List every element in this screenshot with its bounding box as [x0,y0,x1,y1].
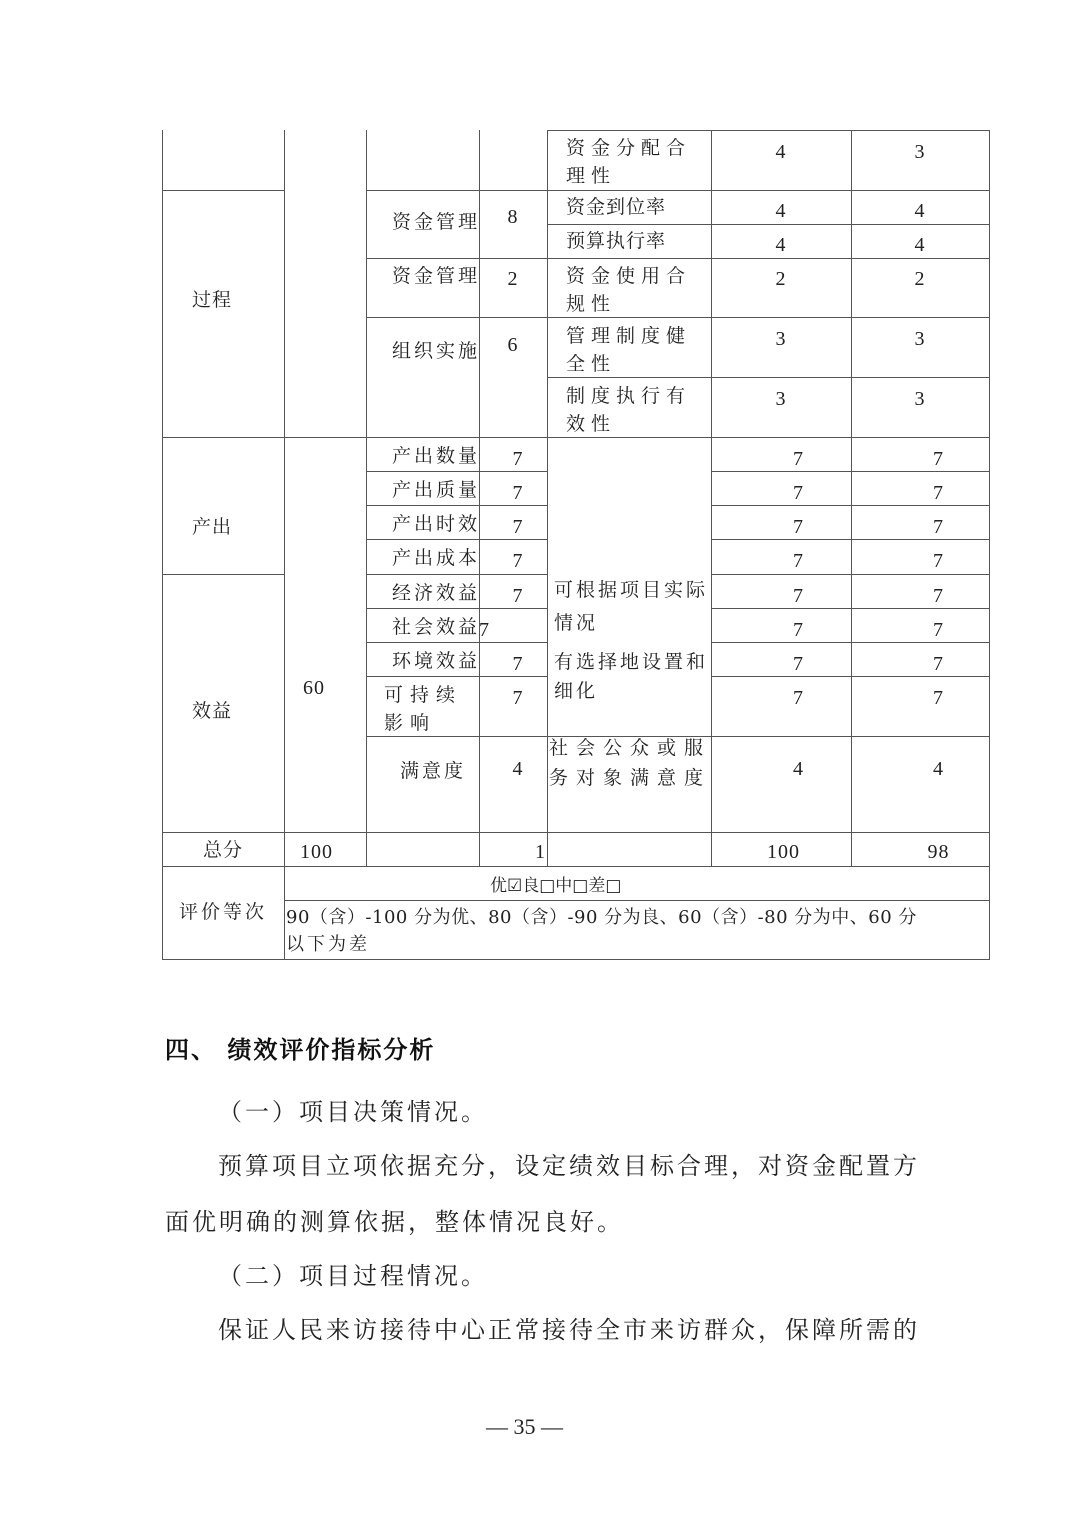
total-points-2: 1 [535,841,546,863]
subheading-process: （二）项目过程情况。 [218,1262,488,1290]
category-output: 产出 [192,516,233,538]
page-number: — 35 — [486,1414,563,1439]
weight-cell: 3 [775,328,787,350]
group-points: 60 [303,677,325,699]
indicator3-cell: 管理制度健全性 [566,325,692,375]
weight-cell: 7 [793,687,804,709]
score-cell: 2 [914,268,926,290]
indicator3-cell: 资金使用合规性 [566,265,692,315]
weight-cell: 7 [793,653,804,675]
row-divider [162,866,990,867]
merged-note-line: 细化 [554,680,599,702]
weight-cell: 2 [775,268,787,290]
weight-cell: 4 [775,234,787,256]
row-divider [366,190,990,191]
indicator3-cell: 预算执行率 [566,230,667,252]
weight-cell: 7 [793,585,804,607]
sub-indicator-points: 7 [512,482,524,504]
weight-cell: 7 [793,448,804,470]
weight-cell: 4 [775,141,787,163]
col-divider [284,130,285,960]
merged-note-line: 有选择地设置和 [554,651,709,673]
paragraph-line: 面优明确的测算依据，整体情况良好。 [165,1208,624,1236]
sub-indicator-points: 7 [512,516,524,538]
sub-indicator-name: 产出数量 [392,445,481,467]
weight-cell: 4 [793,758,804,780]
score-cell: 7 [933,482,944,504]
sub-indicator-name: 环境效益 [392,650,481,672]
row-divider [547,130,990,131]
weight-cell: 7 [793,516,804,538]
total-weight: 100 [767,841,800,863]
sub-indicator-points: 7 [512,550,524,572]
table-border-bottom [162,959,990,960]
grade-options: 优☑良□中□差□ [490,876,622,896]
weight-cell: 7 [793,482,804,504]
paragraph-line: 预算项目立项依据充分，设定绩效目标合理，对资金配置方 [218,1152,920,1180]
sub-indicator-points: 7 [479,619,490,641]
category-benefit: 效益 [192,700,233,722]
indicator3-cell: 资金分配合理性 [566,137,692,187]
score-cell: 7 [933,653,944,675]
sub-indicator-name: 产出质量 [392,479,481,501]
score-cell: 4 [933,758,944,780]
table-border-right [989,130,990,960]
sub-indicator-name: 资金管理 [392,265,481,287]
sub-indicator-points: 8 [507,206,519,228]
sub-indicator-name: 社会效益 [392,616,481,638]
score-cell: 7 [933,585,944,607]
weight-cell: 7 [793,619,804,641]
score-cell: 3 [914,328,926,350]
indicator3-cell: 制度执行有效性 [566,385,692,435]
indicator3-cell: 资金到位率 [566,196,667,218]
sub-indicator-points: 7 [512,653,524,675]
score-cell: 7 [933,619,944,641]
score-cell: 7 [933,550,944,572]
sub-indicator-points: 7 [512,448,524,470]
merged-note-line: 情况 [554,612,599,634]
sub-indicator-name: 组织实施 [392,340,481,362]
grade-rule-line2: 以下为差 [286,934,370,955]
sub-indicator-name: 可持续影响 [384,684,463,734]
score-cell: 7 [933,448,944,470]
total-score: 98 [927,841,950,863]
subheading-decision: （一）项目决策情况。 [218,1098,488,1126]
sub-indicator-points: 7 [512,585,524,607]
sub-indicator-points: 2 [507,268,519,290]
weight-cell: 4 [775,200,787,222]
score-cell: 3 [914,141,926,163]
category-process: 过程 [192,289,233,311]
row-divider [162,832,990,833]
row-divider [162,190,285,191]
total-points: 100 [300,841,333,863]
sub-indicator-name: 满意度 [400,760,467,782]
score-cell: 7 [933,687,944,709]
sub-indicator-name: 产出时效 [392,513,481,535]
weight-cell: 3 [775,388,787,410]
score-cell: 3 [914,388,926,410]
total-label: 总分 [202,839,243,861]
grade-label: 评价等次 [178,901,267,923]
sub-indicator-name: 经济效益 [392,582,481,604]
indicator3-cell: 社会公众或服务对象满意度 [549,737,712,789]
grade-rule-line1: 90（含）-100 分为优、80（含）-90 分为良、60（含）-80 分为中、60 分 [286,907,917,928]
section-heading: 四、 绩效评价指标分析 [165,1036,436,1064]
row-divider [284,900,990,901]
col-divider [366,130,367,866]
score-cell: 4 [914,234,926,256]
score-cell: 4 [914,200,926,222]
sub-indicator-name: 产出成本 [392,547,481,569]
sub-indicator-points: 6 [507,334,519,356]
weight-cell: 7 [793,550,804,572]
sub-indicator-points: 4 [512,758,524,780]
paragraph-line: 保证人民来访接待中心正常接待全市来访群众，保障所需的 [218,1316,920,1344]
sub-indicator-points: 7 [512,687,524,709]
merged-note-line: 可根据项目实际 [554,579,709,601]
score-cell: 7 [933,516,944,538]
row-divider [162,574,285,575]
sub-indicator-name: 资金管理 [392,211,481,233]
row-divider [366,642,547,643]
